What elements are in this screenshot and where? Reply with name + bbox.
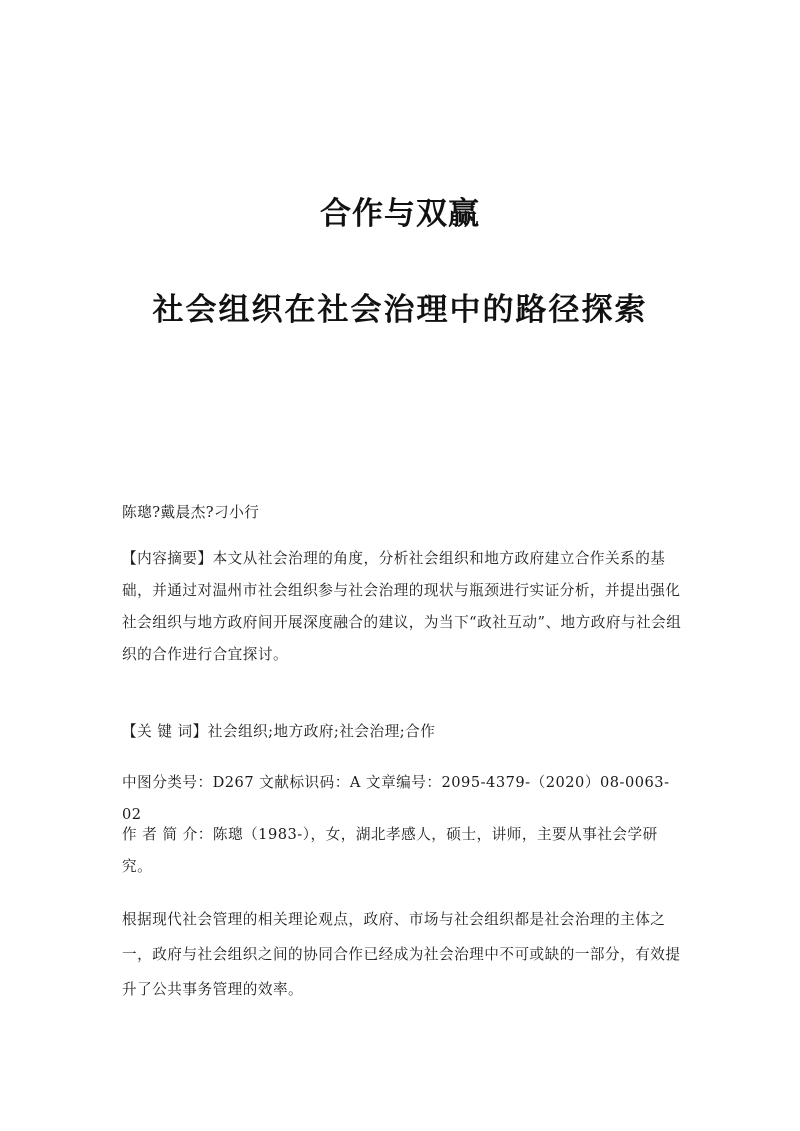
article-subtitle: 社会组织在社会治理中的路径探索 bbox=[152, 292, 648, 328]
abstract-section bbox=[122, 543, 682, 671]
bio-text: 陈璁（1983-），女，湖北孝感人，硕士，讲师，主要从事社会学研究。 bbox=[122, 826, 658, 875]
body-paragraph: 根据现代社会管理的相关理论观点，政府、市场与社会组织都是社会治理的主体之一，政府与社会组织之间的协同合作已经成为社会治理中不可或缺的一部分，有效提升了公共事务管理的效率。 bbox=[122, 911, 681, 998]
author-bio bbox=[122, 819, 682, 883]
keywords-label: 【关 键 词】 bbox=[122, 723, 208, 740]
abstract-text: 本文从社会治理的角度，分析社会组织和地方政府建立合作关系的基础，并通过对温州市社会组织参与社会治理的现状与瓶颈进行实证分析，并提出强化社会组织与地方政府间开展深度融合的建议，为当下“政社互动”、地方政府与社会组织的合作进行合宜探讨。 bbox=[122, 550, 682, 663]
author-line: 陈璁?戴晨杰?刁小行 bbox=[122, 504, 260, 521]
bio-label: 作 者 简 介： bbox=[122, 826, 213, 843]
abstract-label: 【内容摘要】 bbox=[122, 550, 213, 567]
keywords-section bbox=[122, 716, 682, 748]
article-title: 合作与双赢 bbox=[320, 196, 480, 232]
classification-line: 中图分类号：D267 文献标识码：A 文章编号：2095-4379-（2020）08-0063-02 bbox=[122, 774, 670, 823]
keywords-text: 社会组织;地方政府;社会治理;合作 bbox=[207, 723, 436, 740]
